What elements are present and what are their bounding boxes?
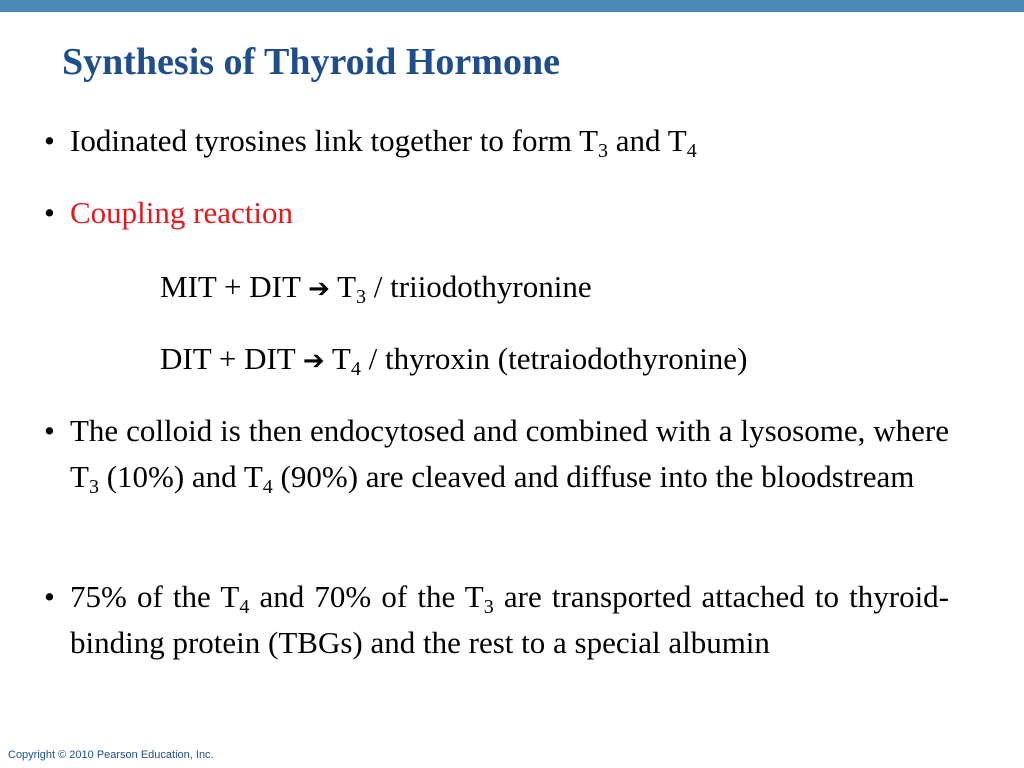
copyright-footer: Copyright © 2010 Pearson Education, Inc. bbox=[8, 749, 214, 761]
bullet-transport-proteins bbox=[44, 574, 949, 666]
bullet-marker: • bbox=[44, 413, 55, 448]
equation-mit-dit: MIT + DIT ➔ $T_3$ / triiodothyronine bbox=[160, 269, 592, 308]
bullet-text: The colloid is then endocytosed and combined with a lysosome, where $T_3$ (10%) and $T_4$ (90%) are cleaved and diffuse into the bloodstream bbox=[70, 413, 949, 498]
bullet-coupling-reaction bbox=[44, 190, 949, 236]
bullet-colloid-endocytosed bbox=[44, 408, 949, 500]
bullet-marker: • bbox=[44, 195, 55, 230]
bullet-marker: • bbox=[44, 579, 55, 614]
equation-dit-dit: DIT + DIT ➔ $T_4$ / thyroxin (tetraiodothyronine) bbox=[160, 341, 748, 380]
slide-title: Synthesis of Thyroid Hormone bbox=[62, 41, 560, 83]
bullet-iodinated-tyrosines bbox=[44, 118, 949, 164]
bullet-marker: • bbox=[44, 123, 55, 158]
arrow-icon: ➔ bbox=[308, 274, 330, 304]
top-accent-bar bbox=[0, 0, 1024, 12]
bullet-text: Iodinated tyrosines link together to form $T_3$ and $T_4$ bbox=[70, 123, 697, 162]
bullet-text: 75% of the $T_4$ and 70% of the $T_3$ are transported attached to thyroid-binding protein (TBGs) and the rest to a special albumin bbox=[70, 579, 950, 660]
bullet-text: Coupling reaction bbox=[70, 195, 293, 230]
arrow-icon: ➔ bbox=[302, 346, 325, 376]
